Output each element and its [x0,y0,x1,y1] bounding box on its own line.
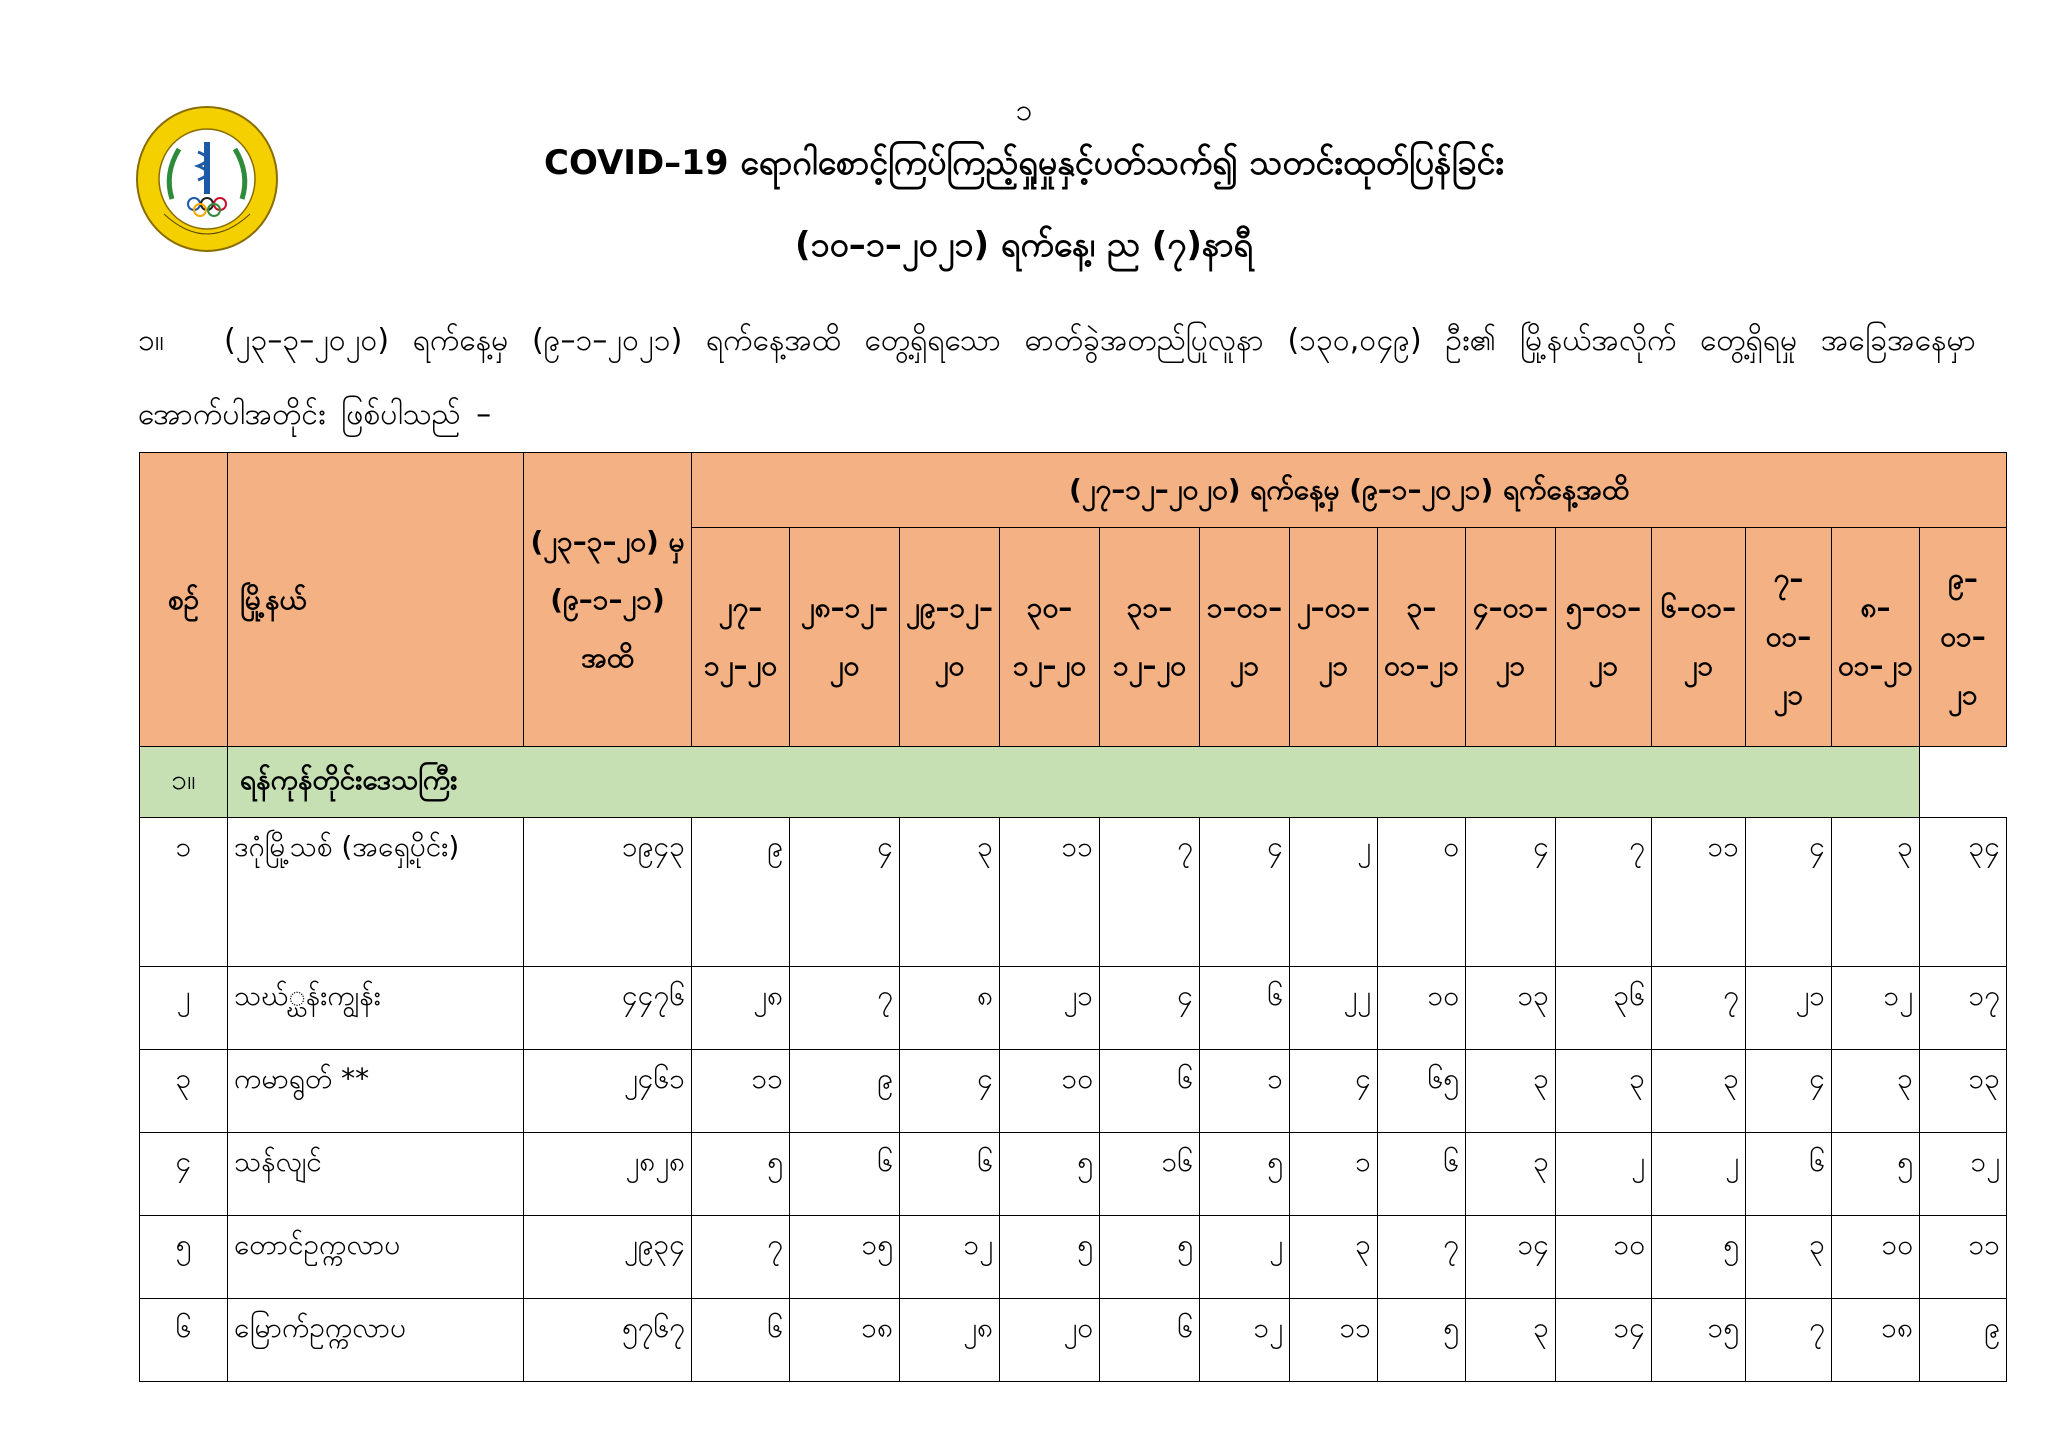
header-date: ၂၈–၁၂–၂၀ [790,528,900,747]
row-township: ဒဂုံမြို့သစ် (အရှေ့ပိုင်း) [228,818,524,967]
row-daily-value: ၂ [1652,1133,1746,1216]
row-serial: ၄ [140,1133,228,1216]
row-total: ၂၄၆၁ [524,1050,692,1133]
row-daily-value: ၃ [1832,1050,1920,1133]
row-daily-value: ၁၄ [1466,1216,1556,1299]
row-daily-value: ၃ [1556,1050,1652,1133]
row-daily-value: ၁၂ [1200,1299,1290,1382]
row-daily-value: ၅ [1000,1133,1100,1216]
row-daily-value: ၃၄ [1920,818,2007,967]
page-number: ၁ [1015,93,1033,128]
table-row [140,1050,2007,1133]
row-daily-value: ၃၆ [1556,967,1652,1050]
intro-paragraph [138,304,1976,452]
row-daily-value: ၂၂ [1290,967,1378,1050]
row-daily-value: ၅ [1832,1133,1920,1216]
row-daily-value: ၁၄ [1556,1299,1652,1382]
row-daily-value: ၅ [1000,1216,1100,1299]
row-daily-value: ၆ [1378,1133,1466,1216]
row-daily-value: ၁၈ [1832,1299,1920,1382]
row-daily-value: ၄ [1290,1050,1378,1133]
document-title: COVID–19 ရောဂါစောင့်ကြပ်ကြည့်ရှုမှုနှင့်ပတ်သက်၍ သတင်းထုတ်ပြန်ခြင်း [544,143,1504,183]
row-daily-value: ၃ [1652,1050,1746,1133]
row-daily-value: ၄ [1200,818,1290,967]
row-daily-value: ၇ [1556,818,1652,967]
row-daily-value: ၅ [1200,1133,1290,1216]
row-daily-value: ၁ [1290,1133,1378,1216]
header-date: ၂–၀၁–၂၁ [1290,528,1378,747]
row-daily-value: ၆ [1100,1299,1200,1382]
row-township: ကမာရွတ် ** [228,1050,524,1133]
row-daily-value: ၁၇ [1920,967,2007,1050]
row-township: သဃ်္ဃန်းကျွန်း [228,967,524,1050]
row-serial: ၅ [140,1216,228,1299]
row-daily-value: ၅ [1652,1216,1746,1299]
row-daily-value: ၆ [1200,967,1290,1050]
row-daily-value: ၁၁ [1652,818,1746,967]
row-daily-value: ၄ [1466,818,1556,967]
row-daily-value: ၃ [1466,1299,1556,1382]
table-row [140,1216,2007,1299]
row-daily-value: ၇ [692,1216,790,1299]
header-date: ၉–၀၁–၂၁ [1920,528,2007,747]
row-daily-value: ၂၀ [1000,1299,1100,1382]
row-daily-value: ၇ [1746,1299,1832,1382]
row-daily-value: ၄ [900,1050,1000,1133]
row-daily-value: ၁ [1200,1050,1290,1133]
row-daily-value: ၄ [1100,967,1200,1050]
row-daily-value: ၆ [790,1133,900,1216]
row-township: မြောက်ဥက္ကလာပ [228,1299,524,1382]
row-daily-value: ၂၁ [1746,967,1832,1050]
row-daily-value: ၀ [1378,818,1466,967]
document-subtitle: (၁၀–၁–၂၀၂၁) ရက်နေ့၊ ည (၇)နာရီ [794,225,1254,265]
row-daily-value: ၁၃ [1466,967,1556,1050]
row-daily-value: ၇ [790,967,900,1050]
row-daily-value: ၉ [692,818,790,967]
row-daily-value: ၃ [1466,1050,1556,1133]
row-daily-value: ၁၅ [1652,1299,1746,1382]
row-daily-value: ၇ [1652,967,1746,1050]
row-daily-value: ၁၁ [1920,1216,2007,1299]
header-date: ၁–၀၁–၂၁ [1200,528,1290,747]
row-serial: ၆ [140,1299,228,1382]
row-serial: ၁ [140,818,228,967]
row-daily-value: ၁၆ [1100,1133,1200,1216]
header-date: ၅–၀၁–၂၁ [1556,528,1652,747]
header-date: ၇–၀၁–၂၁ [1746,528,1832,747]
intro-text: (၂၃–၃–၂၀၂၀) ရက်နေ့မှ (၉–၁–၂၀၂၁) ရက်နေ့အထိ တွေ့ရှိရသော ဓာတ်ခွဲအတည်ပြုလူနာ (၁၃၀,၀၄၉) ဦး၏ မြို့နယ်အလိုက် တွေ့ရှိရမှု အခြေအနေမှာ အောက်ပါအတိုင်း ဖြစ်ပါသည် – [138,323,1976,432]
row-township: တောင်ဥက္ကလာပ [228,1216,524,1299]
header-cumulative: (၂၃–၃–၂၀) မှ (၉–၁–၂၁) အထိ [524,453,692,747]
header-date: ၄–၀၁–၂၁ [1466,528,1556,747]
row-daily-value: ၉ [790,1050,900,1133]
row-total: ၂၉၃၄ [524,1216,692,1299]
table-row [140,818,2007,967]
row-daily-value: ၆ [692,1299,790,1382]
row-serial: ၂ [140,967,228,1050]
row-daily-value: ၃ [1466,1133,1556,1216]
row-daily-value: ၄ [1746,1050,1832,1133]
row-daily-value: ၆ [1100,1050,1200,1133]
row-daily-value: ၂ [1200,1216,1290,1299]
row-daily-value: ၅ [1378,1299,1466,1382]
header-township: မြို့နယ် [228,453,524,747]
row-daily-value: ၁၁ [692,1050,790,1133]
row-daily-value: ၉ [1920,1299,2007,1382]
row-daily-value: ၂ [1290,818,1378,967]
section-name: ရန်ကုန်တိုင်းဒေသကြီး [228,747,1920,818]
row-daily-value: ၁၃ [1920,1050,2007,1133]
row-daily-value: ၁၁ [1000,818,1100,967]
row-daily-value: ၃ [1290,1216,1378,1299]
row-daily-value: ၁၀ [1378,967,1466,1050]
row-daily-value: ၁၀ [1556,1216,1652,1299]
row-daily-value: ၆ [1746,1133,1832,1216]
row-daily-value: ၅ [1100,1216,1200,1299]
row-daily-value: ၃ [900,818,1000,967]
row-daily-value: ၈ [900,967,1000,1050]
row-daily-value: ၁၁ [1290,1299,1378,1382]
row-daily-value: ၇ [1378,1216,1466,1299]
cases-table [139,452,2007,1382]
row-daily-value: ၆ [900,1133,1000,1216]
row-serial: ၃ [140,1050,228,1133]
row-daily-value: ၁၀ [1000,1050,1100,1133]
row-daily-value: ၂၁ [1000,967,1100,1050]
header-date: ၃–၀၁–၂၁ [1378,528,1466,747]
row-daily-value: ၆၅ [1378,1050,1466,1133]
row-total: ၄၄၇၆ [524,967,692,1050]
row-township: သန်လျင် [228,1133,524,1216]
section-number: ၁။ [140,747,228,818]
row-daily-value: ၄ [1746,818,1832,967]
row-daily-value: ၁၈ [790,1299,900,1382]
header-date: ၆–၀၁–၂၁ [1652,528,1746,747]
row-total: ၅၇၆၇ [524,1299,692,1382]
row-daily-value: ၁၂ [1920,1133,2007,1216]
header-period: (၂၇–၁၂–၂၀၂၀) ရက်နေ့မှ (၉–၁–၂၀၂၁) ရက်နေ့အထိ [692,453,2007,528]
row-daily-value: ၄ [790,818,900,967]
row-daily-value: ၃ [1746,1216,1832,1299]
row-total: ၁၉၄၃ [524,818,692,967]
header-date: ၈–၀၁–၂၁ [1832,528,1920,747]
row-daily-value: ၅ [692,1133,790,1216]
header-date: ၃၁–၁၂–၂၀ [1100,528,1200,747]
table-row [140,1299,2007,1382]
row-daily-value: ၇ [1100,818,1200,967]
row-total: ၂၈၂၈ [524,1133,692,1216]
row-daily-value: ၁၀ [1832,1216,1920,1299]
header-serial: စဉ် [140,453,228,747]
row-daily-value: ၂ [1556,1133,1652,1216]
row-daily-value: ၁၅ [790,1216,900,1299]
header-date: ၂၇–၁၂–၂၀ [692,528,790,747]
row-daily-value: ၁၂ [900,1216,1000,1299]
row-daily-value: ၁၂ [1832,967,1920,1050]
intro-number: ၁။ [138,323,164,358]
row-daily-value: ၂၈ [900,1299,1000,1382]
header-date: ၃၀–၁၂–၂၀ [1000,528,1100,747]
row-daily-value: ၃ [1832,818,1920,967]
header-date: ၂၉–၁၂–၂၀ [900,528,1000,747]
table-row [140,967,2007,1050]
section-row [140,747,2007,818]
table-row [140,1133,2007,1216]
row-daily-value: ၂၈ [692,967,790,1050]
